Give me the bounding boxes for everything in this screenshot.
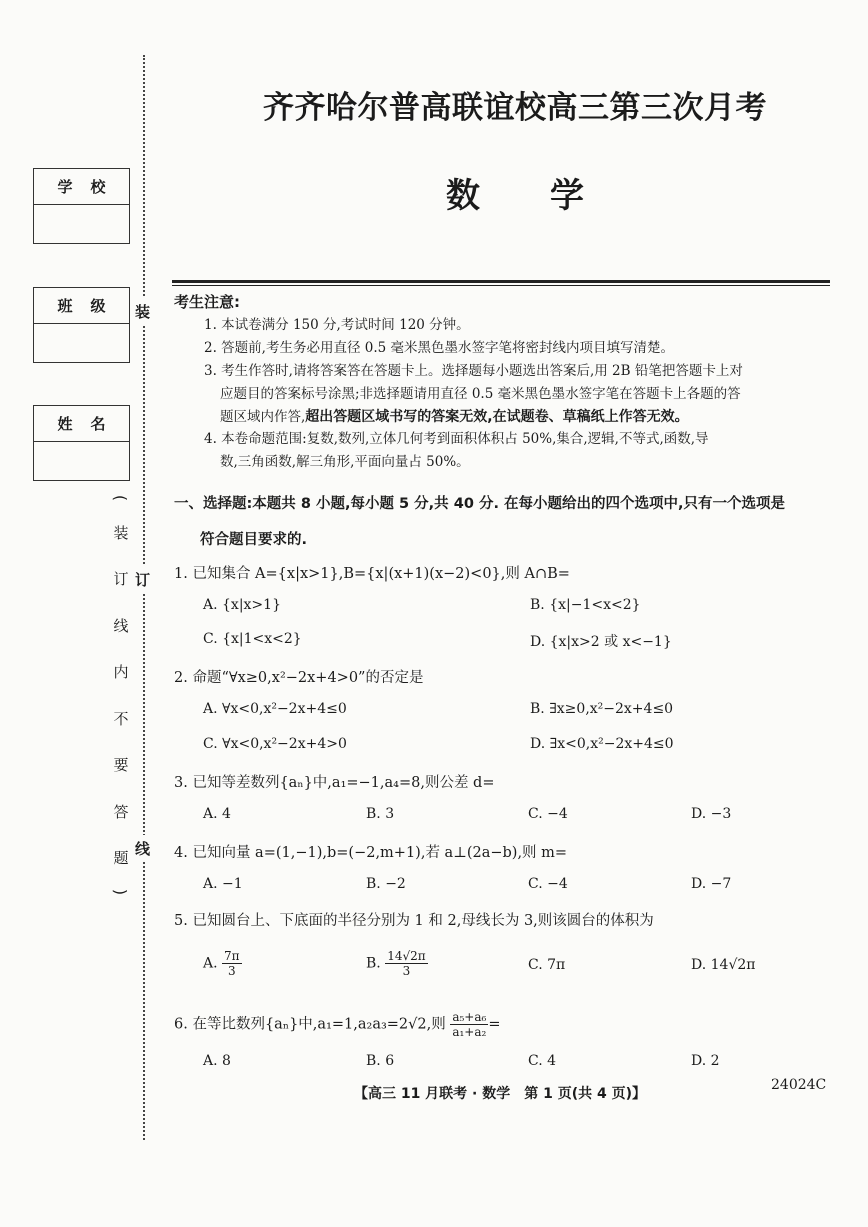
binding-warning-char: 订 <box>113 570 129 589</box>
q5-option-a-letter: A. <box>203 955 218 972</box>
fraction-denominator: a₁+a₂ <box>452 1025 487 1039</box>
class-box <box>33 287 130 363</box>
fraction-numerator: a₅+a₆ <box>452 1010 487 1024</box>
q2-option-b: B. ∃x≥0,x²−2x+4≤0 <box>530 701 674 717</box>
q1-option-c: C. {x|1<x<2} <box>203 631 302 647</box>
binding-warning <box>110 487 132 903</box>
binding-warning-char: 答 <box>113 802 129 821</box>
name-label: 姓名 <box>34 406 129 442</box>
note-3-line-3 <box>220 406 852 429</box>
binding-warning-char: 装 <box>113 523 129 542</box>
subject-title: 数学 <box>446 176 654 216</box>
class-label: 班级 <box>34 288 129 324</box>
page-footer: 【高三 11 月联考 · 数学 第 1 页(共 4 页)】 <box>353 1086 647 1102</box>
header-rule-thin <box>172 285 830 286</box>
q4-option-b: B. −2 <box>366 876 406 892</box>
q6-stem-text: 6. 在等比数列{aₙ}中,a₁=1,a₂a₃=2√2,则 <box>174 1016 446 1033</box>
q3-option-a: A. 4 <box>203 806 231 822</box>
q2-option-d: D. ∃x<0,x²−2x+4≤0 <box>530 736 674 752</box>
binding-warning-char: 线 <box>113 616 129 635</box>
q1-option-b: B. {x|−1<x<2} <box>530 597 641 613</box>
school-label: 学校 <box>34 169 129 205</box>
note-3-line-1: 3. 考生作答时,请将答案答在答题卡上。选择题每小题选出答案后,用 2B 铅笔把答题卡上对 <box>204 363 743 379</box>
q1-option-d: D. {x|x>2 或 x<−1} <box>530 634 672 650</box>
q2-option-c: C. ∀x<0,x²−2x+4>0 <box>203 736 347 752</box>
note-3-text: 题区域内作答, <box>220 409 306 425</box>
q6-option-c: C. 4 <box>528 1053 557 1069</box>
q3-option-d: D. −3 <box>691 806 732 822</box>
q4-option-c: C. −4 <box>528 876 568 892</box>
binding-zhuang: 装 <box>135 298 150 325</box>
binding-warning-char: 要 <box>113 756 129 775</box>
note-4-line-1: 4. 本卷命题范围:复数,数列,立体几何考到面积体积占 50%,集合,逻辑,不等式,函数,导 <box>204 431 709 447</box>
q5-option-b-fraction <box>385 949 427 978</box>
q4-option-d: D. −7 <box>691 876 732 892</box>
binding-warning-char: ( <box>111 494 131 502</box>
q3-option-b: B. 3 <box>366 806 395 822</box>
q1-option-a: A. {x|x>1} <box>203 597 281 613</box>
binding-dotted-line <box>143 55 145 1140</box>
q2-option-a: A. ∀x<0,x²−2x+4≤0 <box>203 701 347 717</box>
question-2-stem: 2. 命题“∀x≥0,x²−2x+4>0”的否定是 <box>174 670 424 686</box>
question-1-stem: 1. 已知集合 A={x|x>1},B={x|(x+1)(x−2)<0},则 A∩B= <box>174 566 570 582</box>
binding-warning-char: ) <box>111 888 131 896</box>
q5-option-c: C. 7π <box>528 957 566 973</box>
note-4-line-2: 数,三角函数,解三角形,平面向量占 50%。 <box>220 454 470 470</box>
q5-option-d: D. 14√2π <box>691 957 756 973</box>
note-3-line-2: 应题目的答案标号涂黑;非选择题请用直径 0.5 毫米黑色墨水签字笔在答题卡上各题的答 <box>220 386 741 402</box>
school-box <box>33 168 130 244</box>
q6-option-d: D. 2 <box>691 1053 720 1069</box>
q5-option-a-fraction <box>222 949 242 978</box>
q4-option-a: A. −1 <box>203 876 243 892</box>
binding-ding: 订 <box>135 566 150 593</box>
q5-option-a <box>203 949 242 978</box>
header-rule-thick <box>172 280 830 283</box>
q3-option-c: C. −4 <box>528 806 568 822</box>
name-box <box>33 405 130 481</box>
fraction-denominator: 3 <box>227 964 236 978</box>
binding-warning-char: 题 <box>113 849 129 868</box>
notes-heading: 考生注意: <box>174 293 240 311</box>
exam-title: 齐齐哈尔普高联谊校高三第三次月考 <box>263 90 767 126</box>
q5-option-b <box>366 949 428 978</box>
question-6-stem <box>174 1010 834 1039</box>
note-1: 1. 本试卷满分 150 分,考试时间 120 分钟。 <box>204 317 470 333</box>
q6-option-b: B. 6 <box>366 1053 395 1069</box>
binding-warning-char: 不 <box>113 709 129 728</box>
class-field[interactable] <box>34 324 129 362</box>
binding-warning-char: 内 <box>113 663 129 682</box>
fraction-numerator: 14√2π <box>387 949 426 963</box>
note-2: 2. 答题前,考生务必用直径 0.5 毫米黑色墨水签字笔将密封线内项目填写清楚。 <box>204 340 675 356</box>
school-field[interactable] <box>34 205 129 243</box>
fraction-numerator: 7π <box>224 949 240 963</box>
q6-option-a: A. 8 <box>203 1053 231 1069</box>
q6-stem-equals: = <box>488 1016 501 1033</box>
binding-xian: 线 <box>135 835 150 862</box>
question-5-stem: 5. 已知圆台上、下底面的半径分别为 1 和 2,母线长为 3,则该圆台的体积为 <box>174 913 654 929</box>
name-field[interactable] <box>34 442 129 480</box>
section-1-heading: 一、选择题:本题共 8 小题,每小题 5 分,共 40 分. 在每小题给出的四个选项中,只有一个选项是 <box>174 496 786 512</box>
q5-option-b-letter: B. <box>366 955 381 972</box>
exam-code: 24024C <box>771 1077 827 1093</box>
question-3-stem: 3. 已知等差数列{aₙ}中,a₁=−1,a₄=8,则公差 d= <box>174 775 495 791</box>
note-3-emphasis: 超出答题区域书写的答案无效,在试题卷、草稿纸上作答无效。 <box>305 409 689 425</box>
question-4-stem: 4. 已知向量 a=(1,−1),b=(−2,m+1),若 a⊥(2a−b),则 m= <box>174 845 568 861</box>
fraction-denominator: 3 <box>402 964 411 978</box>
q6-stem-fraction <box>450 1010 488 1039</box>
section-1-heading-cont: 符合题目要求的. <box>200 532 308 548</box>
